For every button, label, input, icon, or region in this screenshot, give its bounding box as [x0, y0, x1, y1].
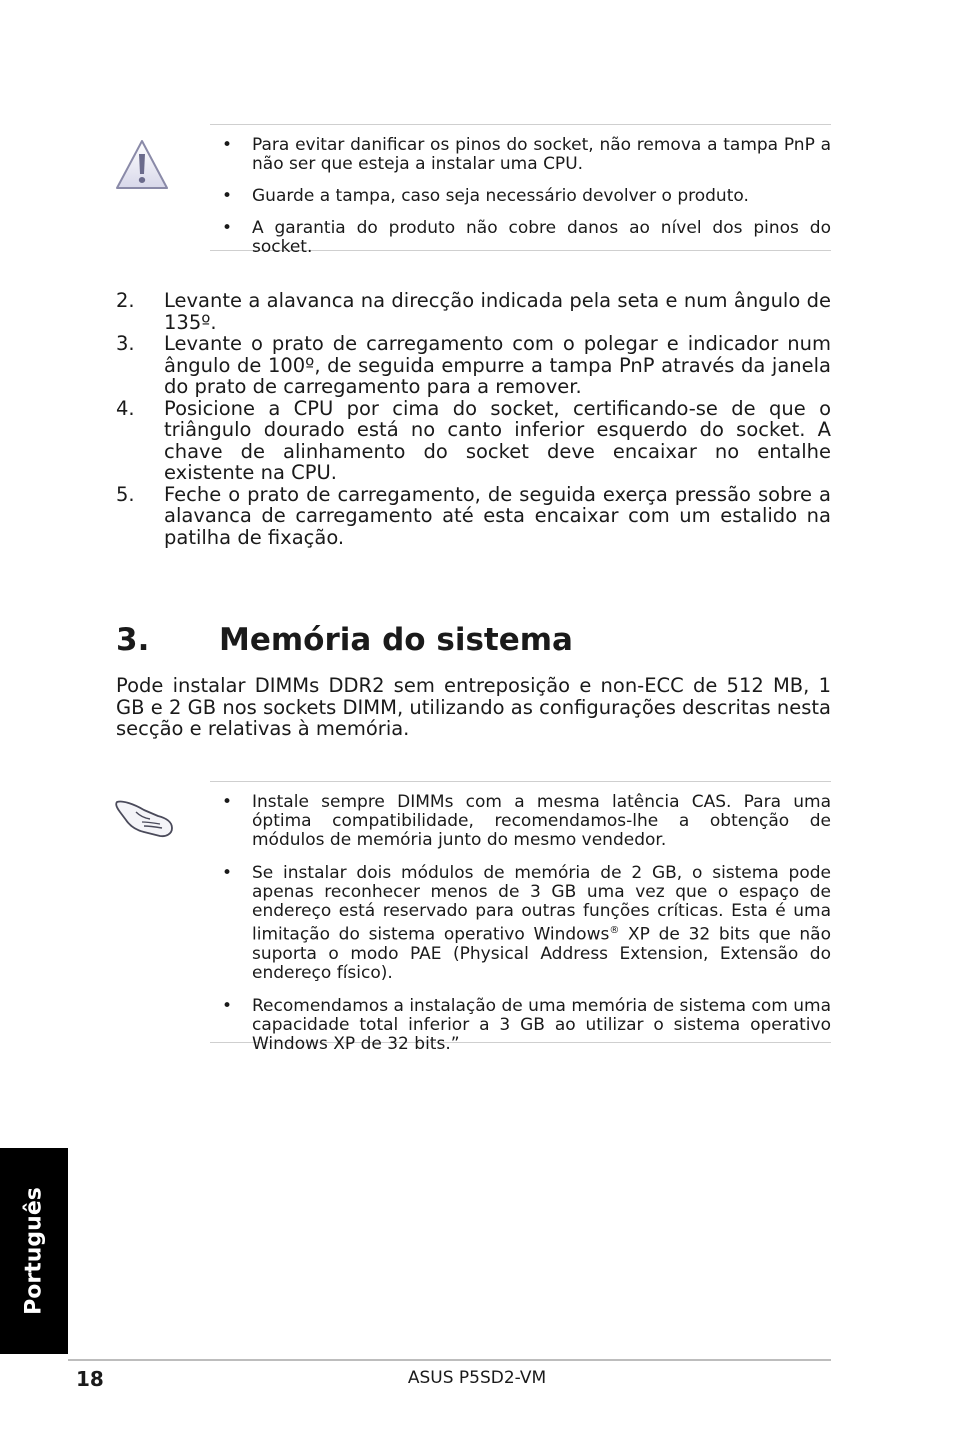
- section-title: Memória do sistema: [219, 622, 573, 658]
- installation-steps: [116, 290, 831, 548]
- footer-divider: [68, 1359, 831, 1361]
- page-number: 18: [76, 1367, 104, 1391]
- language-tab: [0, 1148, 68, 1354]
- language-label: Português: [21, 1187, 47, 1315]
- step-item: 5. Feche o prato de carregamento, de seguida exerça pressão sobre a alavanca de carregamento até esta encaixar com um estalido na patilha de fixação.: [116, 482, 831, 549]
- section-heading: [116, 622, 573, 658]
- caution-box: [210, 124, 831, 257]
- step-item: 2. Levante a alavanca na direcção indicada pela seta e num ângulo de 135º.: [116, 289, 831, 334]
- step-item: 3. Levante o prato de carregamento com o polegar e indicador num ângulo de 100º, de seguida empurre a tampa PnP através da janela do prato de carregamento para a remover.: [116, 332, 831, 398]
- note-item: • Recomendamos a instalação de uma memória de sistema com uma capacidade total inferior a 3 GB ao utilizar o sistema operativo Windows XP de 32 bits.”: [222, 995, 831, 1054]
- step-item: 4. Posicione a CPU por cima do socket, certificando-se de que o triângulo dourado está no canto inferior esquerdo do socket. A chave de alinhamento do socket deve encaixar no entalhe existente na CPU.: [116, 396, 831, 484]
- footer-title: ASUS P5SD2-VM: [407, 1368, 547, 1388]
- section-number: 3.: [116, 622, 150, 658]
- caution-item: • A garantia do produto não cobre danos ao nível dos pinos do socket.: [222, 218, 831, 257]
- note-item: • Instale sempre DIMMs com a mesma latência CAS. Para uma óptima compatibilidade, recomendamos-lhe a obtenção de módulos de memória junto do mesmo vendedor.: [222, 792, 831, 850]
- warning-triangle-icon: [114, 138, 170, 192]
- note-box: [210, 781, 831, 1054]
- section-intro: Pode instalar DIMMs DDR2 sem entreposição e non-ECC de 512 MB, 1 GB e 2 GB nos sockets DIMM, utilizando as configurações descritas nesta secção e relativas à memória.: [116, 674, 831, 740]
- caution-item: • Para evitar danificar os pinos do socket, não remova a tampa PnP a não ser que esteja a instalar uma CPU.: [222, 135, 831, 174]
- caution-item: • Guarde a tampa, caso seja necessário devolver o produto.: [222, 186, 749, 206]
- pointing-hand-icon: [114, 792, 176, 840]
- note-item: • Se instalar dois módulos de memória de 2 GB, o sistema pode apenas reconhecer menos de 3 GB uma vez que o espaço de endereço está reservado para outras funções críticas. Esta é uma limitação do sistema operativo Windows® XP de 32 bits que não suporta o modo PAE (Physical Address Extension, Extensão do endereço físico).: [222, 863, 831, 983]
